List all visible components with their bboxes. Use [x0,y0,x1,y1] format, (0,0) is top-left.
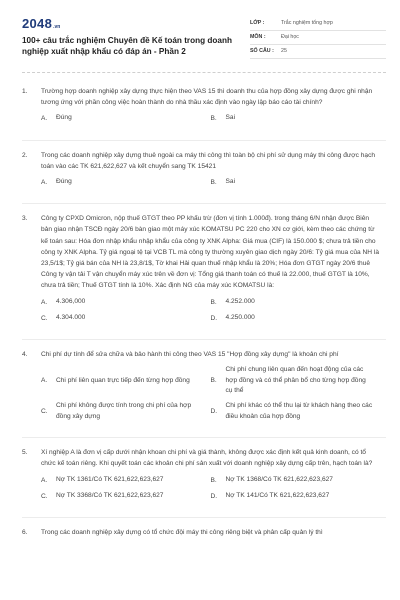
meta-row-class [250,17,386,31]
meta-value: Đại học [281,34,299,40]
option-d[interactable] [211,401,381,422]
option-a[interactable] [41,297,211,308]
option-letter: D. [210,314,218,322]
option-letter: B. [210,377,217,385]
question-number: 2. [22,151,28,159]
answer-options [41,177,380,193]
question-body [41,86,386,130]
option-letter: C. [41,492,48,500]
option-text: Nợ TK 141/Có TK 621,622,623,627 [225,491,330,499]
option-b[interactable] [211,177,381,188]
question-text: Công ty CPXD Omicron, nộp thuế GTGT theo PP khấu trừ (đơn vị tính 1.000đ). trong tháng 6/N nhận được Biên bản giao nhận TSCĐ ngày 20/6 bàn giao một máy xúc KOMATSU PC 220 cho XN cơ giới, kèm theo các chứng từ kế toán sau: Hóa đơn nhập khẩu nhập khẩu của công ty XNK Alpha: Giá mua (CIF) là 150.000 $; chưa trả tiền cho công ty XNK Alpha. Tỷ giá ngoại tệ tại VCB TL mà công ty thường xuyên giao dịch ngày 20/6: Tỷ giá mua của NH là 23,5/1$; Tỷ giá bán của NH là 23,8/1$, Tờ khai Hải quan thuế nhập khẩu là 20%; Hóa đơn GTGT ngày 20/6 thuê Công ty vận tải T vận chuyển máy xúc trên về đơn vị: Tổng giá thanh toán có thuế là 22.000, thuế GTGT là 10%, chưa trả tiền; Thuế GTGT tính là 10%. Xác định NG của máy xúc KOMATSU là: [41,215,380,290]
question-body [41,213,386,329]
question-2 [22,150,386,194]
option-letter: A. [41,377,48,385]
option-b[interactable] [211,297,381,308]
question-body [41,150,386,194]
question-text: Chi phí dự tính để sửa chữa và bảo hành thi công theo VAS 15 "Hợp đồng xây dựng" là khoản chi phí [41,351,339,359]
question-6 [22,527,386,538]
meta-row-subject [250,31,386,45]
option-letter: A. [41,179,48,187]
option-letter: B. [210,179,217,187]
option-text: Chi phí khác có thể thu lại từ khách hàng theo các điều khoản của hợp đồng [225,402,373,420]
option-a[interactable] [41,365,211,396]
document-header [22,12,386,63]
option-text: Chi phí liên quan trực tiếp đến từng hợp đồng [56,376,190,384]
answer-options [41,297,380,329]
option-b[interactable] [211,113,381,124]
option-text: Nợ TK 1368/Có TK 621,622,623,627 [225,475,333,483]
answer-options [41,113,380,129]
option-text: Sai [225,114,236,122]
option-letter: C. [41,408,48,416]
question-divider [22,140,386,141]
option-c[interactable] [41,491,211,502]
option-text: Sai [225,178,236,186]
option-letter: A. [41,115,48,123]
answer-options [41,475,380,507]
question-number: 1. [22,88,28,95]
meta-value: 25 [281,48,287,54]
document-meta [250,17,386,59]
header-left [22,12,232,59]
option-text: Chi phí chung liên quan đến hoạt động của các hợp đồng và có thể phân bổ cho từng hợp đồng cụ thể [225,366,366,395]
question-body [41,527,386,538]
meta-label: SỐ CÂU : [250,48,274,54]
question-divider [22,203,386,204]
option-b[interactable] [211,475,381,486]
site-logo[interactable] [22,16,232,31]
question-text: Trong các doanh nghiệp xây dựng thuê ngoài ca máy thi công thì toàn bộ chi phí sử dụng máy thi công được hạch toán vào các TK 621,622,627 và kết chuyển sang TK 15421 [41,151,376,170]
option-text: 4.306,000 [56,297,86,305]
question-number: 5. [22,449,28,457]
question-4 [22,349,386,427]
option-letter: B. [210,115,217,123]
option-text: Nợ TK 3368/Có TK 621,622,623,627 [56,491,164,499]
option-text: Chi phí không được tính trong chi phí của hợp đồng xây dựng [56,402,192,420]
question-5 [22,447,386,507]
question-text: Trong các doanh nghiệp xây dựng có tổ chức đội máy thi công riêng biệt và phân cấp quản lý thì [41,529,323,537]
option-letter: D. [210,492,218,500]
option-c[interactable] [41,401,211,422]
question-divider [22,517,386,518]
option-d[interactable] [211,491,381,502]
meta-row-count [250,45,386,59]
option-text: Đúng [56,178,72,186]
question-body [41,447,386,507]
option-c[interactable] [41,313,211,324]
option-text: 4.252.000 [225,297,255,305]
option-a[interactable] [41,177,211,188]
option-text: Nợ TK 1361/Có TK 621,622,623,627 [56,475,164,483]
question-number: 4. [22,351,28,359]
document-title: 100+ câu trắc nghiệm Chuyên đề Kế toán trong doanh nghiệp xuất nhập khẩu có đáp án - Phần 2 [22,36,232,56]
question-body [41,349,386,427]
question-divider [22,437,386,438]
meta-label: MÔN : [250,34,266,40]
meta-value: Trắc nghiệm tổng hợp [281,20,333,26]
question-text: Trường hợp doanh nghiệp xây dựng thực hiện theo VAS 15 thì doanh thu của hợp đồng xây dựng được ghi nhận tương ứng với phần công việc hoàn thành do nhà thầu xác định vào ngày lập báo cáo tài chính? [41,88,373,107]
question-3 [22,213,386,329]
logo-text: 2048 [22,16,53,31]
option-text: 4.250.000 [225,313,255,321]
answer-options [41,365,380,427]
option-text: Đúng [56,114,72,122]
option-letter: B. [210,476,217,484]
option-a[interactable] [41,113,211,124]
option-letter: A. [41,298,48,306]
option-letter: B. [210,298,217,306]
option-a[interactable] [41,475,211,486]
question-text: Xí nghiệp A là đơn vị cấp dưới nhận khoan chi phí và giá thành, không được xác định kết quả kinh doanh, có tổ chức kế toán riêng. Khi quyết toán các khoản chi phí sản xuất với doanh nghiệp xây dựng cấp trên, hạch toán là? [41,449,373,468]
option-letter: C. [41,314,48,322]
question-number: 3. [22,215,28,223]
option-d[interactable] [211,313,381,324]
option-text: 4.304.000 [56,313,86,321]
question-number: 6. [22,529,28,537]
logo-suffix: .vn [53,24,61,30]
option-letter: D. [210,408,218,416]
option-letter: A. [41,476,48,484]
option-b[interactable] [211,365,381,396]
question-1 [22,86,386,130]
question-divider [22,339,386,340]
meta-label: LỚP : [250,20,265,26]
